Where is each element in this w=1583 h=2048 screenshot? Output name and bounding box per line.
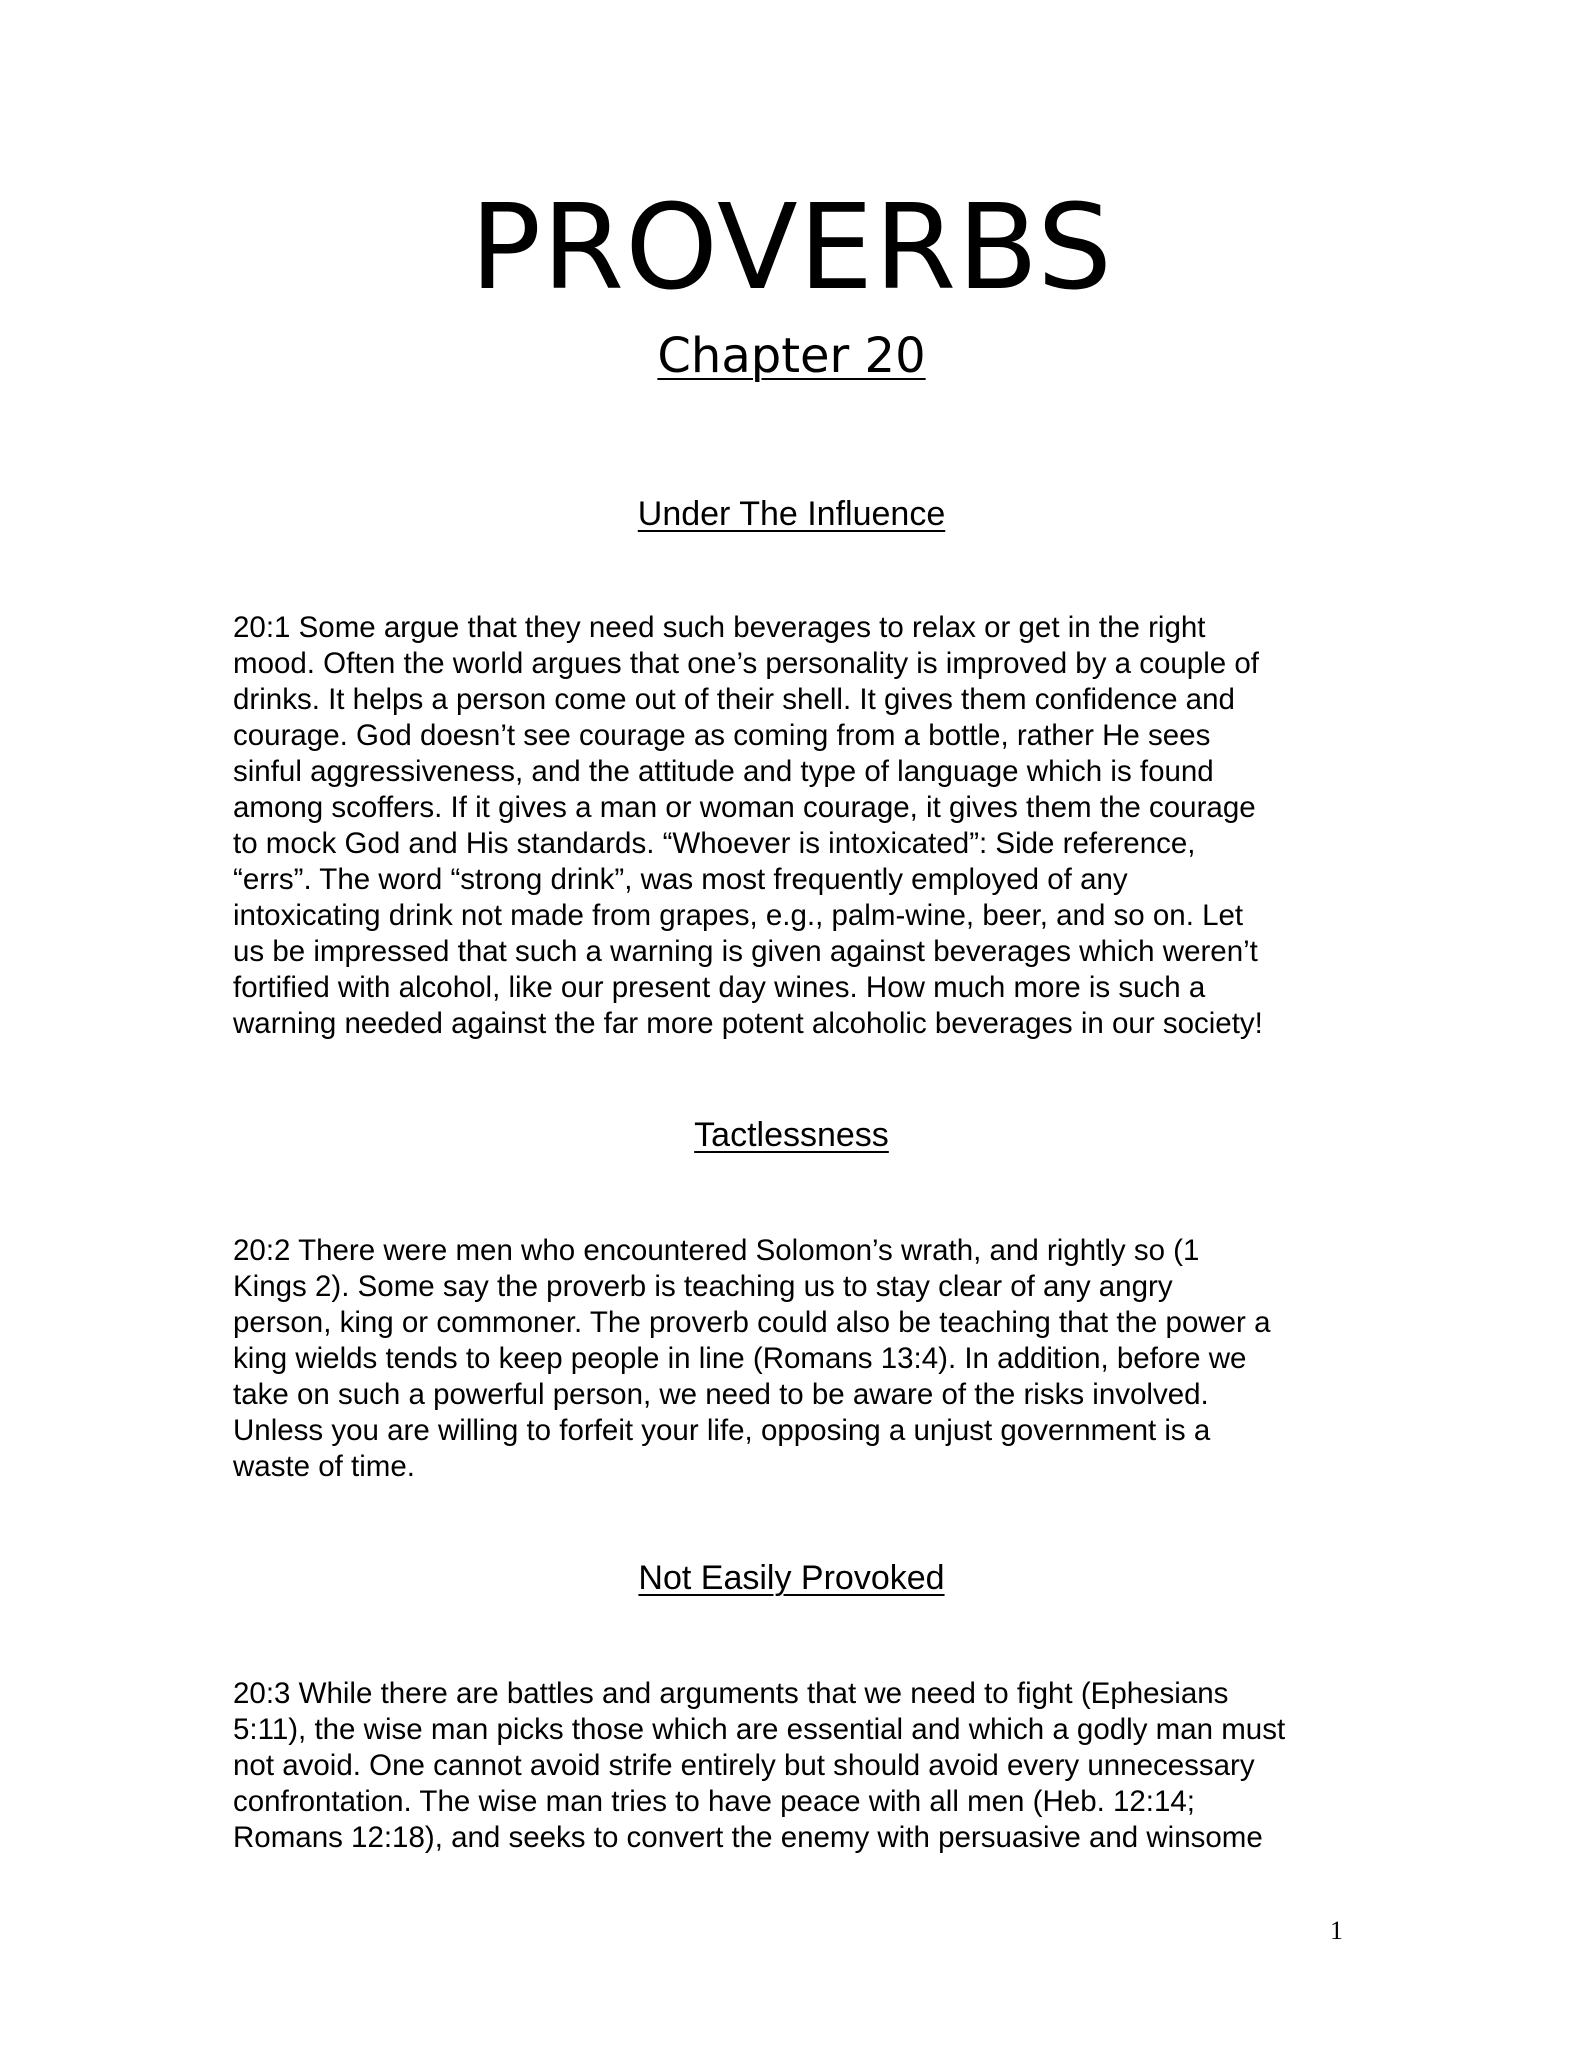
section-heading-tactlessness: Tactlessness [694,1116,889,1154]
section-heading-under-the-influence: Under The Influence [637,495,946,533]
section-text-20-1: 20:1 Some argue that they need such beverages to relax or get in the right mood. Often the world argues that one’s personality is improved by a couple of drinks. It helps a person come out of their shell. It gives them confidence and courage. God doesn’t see courage as coming from a bottle, rather He sees sinful aggressiveness, and the attitude and type of language which is found among scoffers. If it gives a man or woman courage, it gives them the courage to mock God and His standards. “Whoever is intoxicated”: Side reference, “errs”. The word “strong drink”, was most frequently employed of any intoxicating drink not made from grapes, e.g., palm-wine, beer, and so on. Let us be impressed that such a warning is given against beverages which weren’t fortified with alcohol, like our present day wines. How much more is such a warning needed against the far more potent alcoholic beverages in our society! [233,611,1263,1040]
section-text-20-3: 20:3 While there are battles and arguments that we need to fight (Ephesians 5:11), the wise man picks those which are essential and which a godly man must not avoid. One cannot avoid strife entirely but should avoid every unnecessary confrontation. The wise man tries to have peace with all men (Heb. 12:14; Romans 12:18), and seeks to convert the enemy with persuasive and winsome [233,1677,1286,1854]
chapter-title: Chapter 20 [657,328,926,384]
page-title: PROVERBS [470,178,1113,316]
section-heading-not-easily-provoked: Not Easily Provoked [638,1559,945,1597]
section-text-20-2: 20:2 There were men who encountered Solomon’s wrath, and rightly so (1 Kings 2). Some say the proverb is teaching us to stay clear of any angry person, king or commoner. The proverb could also be teaching that the power a king wields tends to keep people in line (Romans 13:4). In addition, before we take on such a powerful person, we need to be aware of the risks involved. Unless you are willing to forfeit your life, opposing a unjust government is a waste of time. [233,1234,1271,1483]
page-number: 1 [1330,1916,1343,1945]
